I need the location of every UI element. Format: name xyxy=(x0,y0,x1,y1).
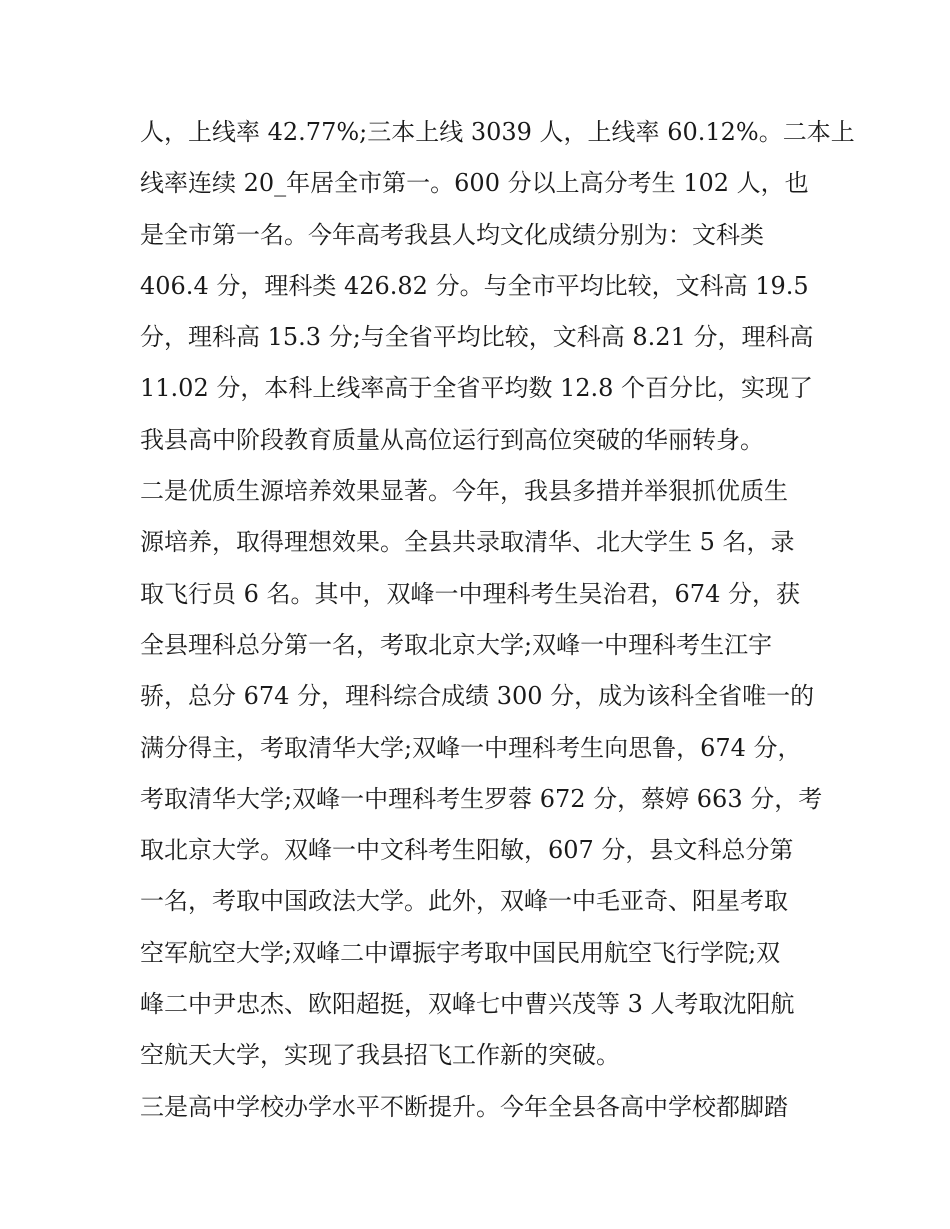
text-line: 一名，考取中国政法大学。此外，双峰一中毛亚奇、阳星考取 xyxy=(140,887,788,916)
text-line: 全县理科总分第一名，考取北京大学;双峰一中理科考生江宇 xyxy=(140,630,773,659)
paragraph-start-line: 二是优质生源培养效果显著。今年，我县多措并举狠抓优质生 xyxy=(140,477,788,506)
text-line: 11.02 分，本科上线率高于全省平均数 12.8 个百分比，实现了 xyxy=(140,374,814,403)
text-line: 考取清华大学;双峰一中理科考生罗蓉 672 分，蔡婷 663 分，考 xyxy=(140,784,823,813)
text-line: 满分得主，考取清华大学;双峰一中理科考生向思鲁，674 分， xyxy=(140,733,802,762)
paragraph-start-line: 三是高中学校办学水平不断提升。今年全县各高中学校都脚踏 xyxy=(140,1092,788,1121)
text-line: 骄，总分 674 分，理科综合成绩 300 分，成为该科全省唯一的 xyxy=(140,682,815,711)
text-line: 源培养，取得理想效果。全县共录取清华、北大学生 5 名，录 xyxy=(140,528,795,557)
text-line: 分，理科高 15.3 分;与全省平均比较，文科高 8.21 分，理科高 xyxy=(140,323,814,352)
text-line: 取飞行员 6 名。其中，双峰一中理科考生吴治君，674 分，获 xyxy=(140,579,800,608)
text-line: 是全市第一名。今年高考我县人均文化成绩分别为：文科类 xyxy=(140,220,764,249)
text-line: 空航天大学，实现了我县招飞工作新的突破。 xyxy=(140,1041,620,1070)
text-line: 我县高中阶段教育质量从高位运行到高位突破的华丽转身。 xyxy=(140,425,764,454)
text-line: 线率连续 20_年居全市第一。600 分以上高分考生 102 人，也 xyxy=(140,169,809,198)
text-line: 空军航空大学;双峰二中谭振宇考取中国民用航空飞行学院;双 xyxy=(140,938,781,967)
text-line: 峰二中尹忠杰、欧阳超挺，双峰七中曹兴茂等 3 人考取沈阳航 xyxy=(140,990,795,1019)
text-line: 人，上线率 42.77%;三本上线 3039 人，上线率 60.12%。二本上 xyxy=(140,118,855,146)
body-text xyxy=(140,107,855,1133)
text-line: 406.4 分，理科类 426.82 分。与全市平均比较，文科高 19.5 xyxy=(140,271,809,300)
text-line: 取北京大学。双峰一中文科考生阳敏，607 分，县文科总分第 xyxy=(140,836,794,865)
